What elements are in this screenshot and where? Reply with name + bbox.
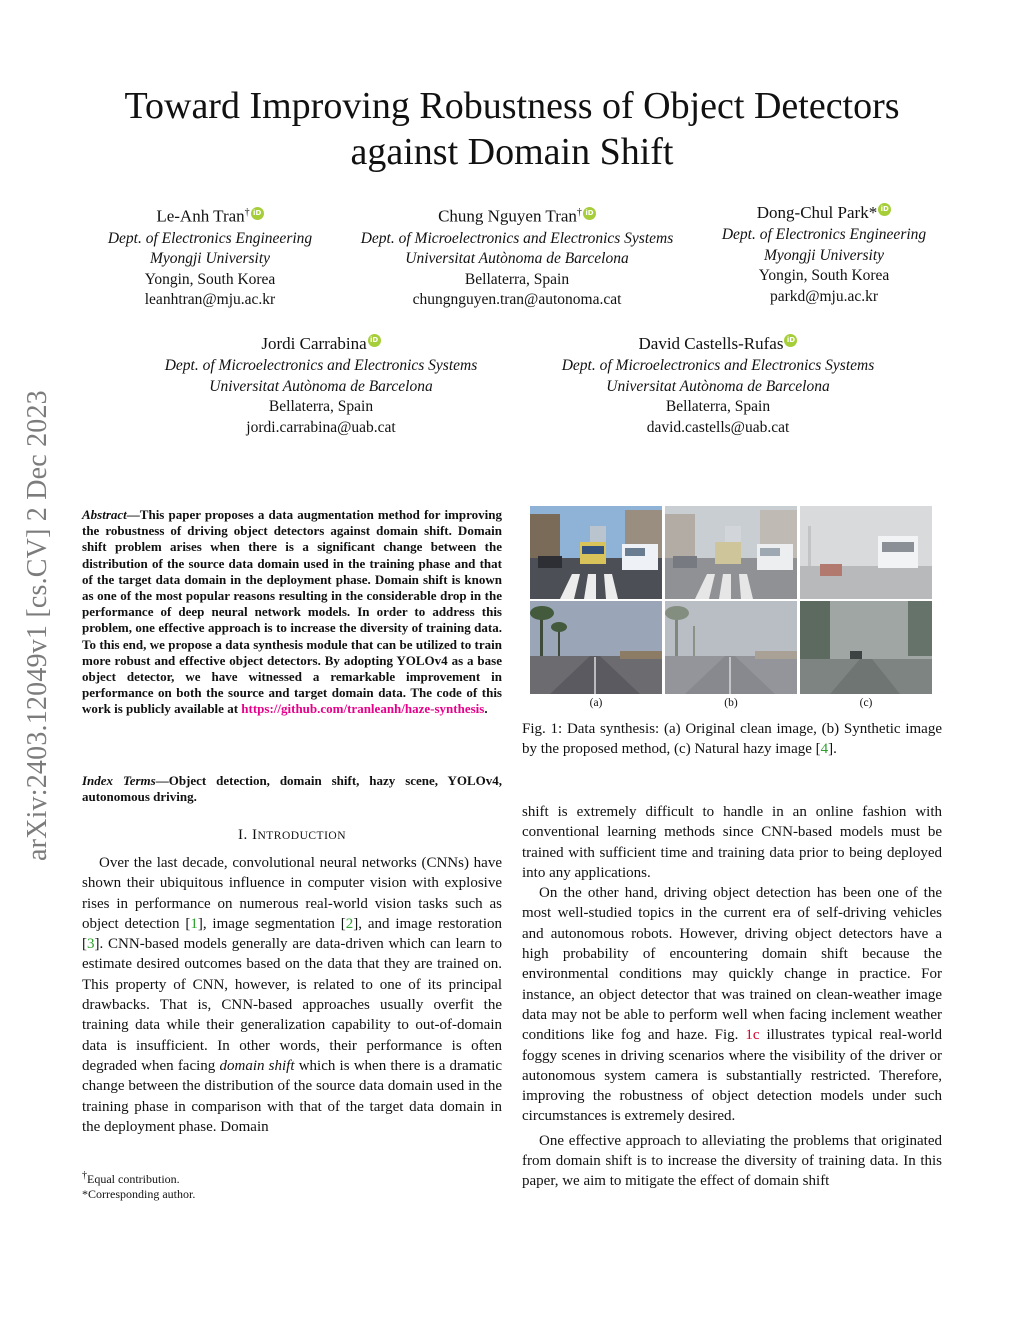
figure-sublabel-c: (c) bbox=[859, 697, 873, 709]
author-block-3 bbox=[704, 201, 944, 307]
photo-natural-fog-bus bbox=[800, 506, 932, 599]
citation-link[interactable]: 1 bbox=[190, 915, 198, 932]
author-email: chungnguyen.tran@autonoma.cat bbox=[412, 291, 622, 309]
author-location: Yongin, South Korea bbox=[144, 270, 276, 288]
intro-paragraph bbox=[82, 853, 502, 1137]
citation-link[interactable]: 3 bbox=[87, 936, 95, 953]
section-title-rest: NTRODUCTION bbox=[257, 830, 347, 842]
author-location: Yongin, South Korea bbox=[758, 267, 890, 284]
author-name: David Castells-Rufas bbox=[638, 334, 784, 353]
citation-link[interactable]: 4 bbox=[820, 741, 829, 757]
citation-link[interactable]: 2 bbox=[345, 915, 354, 932]
title-line-1: Toward Improving Robustness of Object Detectors bbox=[124, 85, 900, 127]
photo-synthetic-haze-street bbox=[665, 506, 797, 599]
photo-clean-road bbox=[530, 601, 662, 694]
section-number: I. bbox=[237, 827, 248, 843]
author-univ: Myongji University bbox=[149, 250, 271, 268]
right-text: illustrates typical real-world foggy scenes in driving scenarios where the visibility of the driver or autonomous system camera is substantially restricted. Therefore, improving the robustness of object detection models under such circumstances is extremely desired. bbox=[522, 1027, 942, 1125]
photo-natural-fog-road bbox=[800, 601, 932, 694]
abstract bbox=[82, 507, 502, 718]
right-paragraph-3: One effective approach to alleviating the problems that originated from domain shift is to increase the diversity of training data. In this paper, we aim to mitigate the effect of domain shift bbox=[522, 1132, 942, 1190]
abstract-text: —This paper proposes a data augmentation method for improving the robustness of driving object detectors against domain shift. Domain shift problem arises when there is a significant change between the distribution of the source data domain used in the training phase and that of the target data domain in the deployment phase. Domain shift is known as one of the most popular reasons resulting in the considerable drop in the performance of deep neural network models. In order to address this problem, one effective approach is to increase the diversity of training data. To this end, we propose a data synthesis module that can be utilized to train more robust and effective object detectors. By adopting YOLOv4 as a base object detector, we have witnessed a remarkable improvement in performance on both the source and target domain data. The code of this work is publicly available at bbox=[82, 507, 502, 717]
index-terms-text: —Object detection, domain shift, hazy scene, YOLOv4, autonomous driving. bbox=[82, 773, 502, 805]
intro-left-column bbox=[82, 853, 502, 1137]
author-block-2 bbox=[336, 201, 698, 311]
author-email: parkd@mju.ac.kr bbox=[769, 287, 879, 305]
footnotes bbox=[82, 1168, 502, 1202]
index-terms bbox=[82, 773, 502, 805]
abstract-end: . bbox=[484, 701, 488, 717]
author-block-1 bbox=[90, 201, 330, 311]
emphasis-domain-shift: domain shift bbox=[219, 1057, 295, 1074]
author-email: david.castells@uab.cat bbox=[646, 418, 790, 436]
intro-text: ], image segmentation [ bbox=[197, 915, 346, 932]
corresponding-mark: * bbox=[868, 203, 878, 222]
figure-reference-link[interactable]: 1c bbox=[745, 1027, 760, 1044]
author-location: Bellaterra, Spain bbox=[464, 270, 570, 288]
intro-right-column bbox=[522, 802, 942, 1192]
photo-synthetic-haze-road bbox=[665, 601, 797, 694]
index-terms-lead: Index Terms bbox=[82, 773, 156, 788]
section-first-letter: I bbox=[251, 827, 258, 843]
paper-title bbox=[60, 83, 964, 175]
author-block-5 bbox=[537, 332, 899, 438]
footnote-dagger: † bbox=[82, 1170, 87, 1181]
orcid-icon[interactable]: iD bbox=[784, 334, 797, 347]
author-dept: Dept. of Microelectronics and Electronics Systems bbox=[561, 357, 875, 374]
author-location: Bellaterra, Spain bbox=[665, 398, 771, 415]
code-link[interactable]: https://github.com/tranleanh/haze-synthesis bbox=[241, 701, 485, 717]
figure-1 bbox=[530, 506, 933, 696]
author-univ: Myongji University bbox=[763, 246, 885, 264]
right-paragraph-1: shift is extremely difficult to handle in an online fashion with conventional learning methods since CNN-based models must be trained with sufficient time and training data prior to being deployed into any applications. bbox=[522, 804, 942, 881]
footnote-corresponding: *Corresponding author. bbox=[82, 1187, 196, 1201]
author-univ: Universitat Autònoma de Barcelona bbox=[405, 250, 629, 268]
orcid-icon[interactable]: iD bbox=[251, 207, 264, 220]
author-block-4 bbox=[140, 332, 502, 438]
author-name: Le-Anh Tran bbox=[156, 206, 245, 226]
abstract-lead: Abstract bbox=[82, 507, 127, 522]
author-dept: Dept. of Electronics Engineering bbox=[721, 226, 927, 243]
author-email: jordi.carrabina@uab.cat bbox=[246, 418, 396, 436]
author-univ: Universitat Autònoma de Barcelona bbox=[606, 377, 830, 395]
equal-contribution-mark: † bbox=[576, 207, 582, 218]
author-name: Jordi Carrabina bbox=[261, 334, 367, 353]
intro-text: Over the last decade, convolutional neural networks (CNNs) have shown their ubiquitous influence in computer vision with explosive rises in performance on numerous real-world vision tasks such as object detection [ bbox=[82, 855, 502, 932]
author-dept: Dept. of Microelectronics and Electronics Systems bbox=[360, 229, 674, 247]
caption-text: Fig. 1: Data synthesis: (a) Original clean image, (b) Synthetic image by the proposed method, (c) Natural hazy image [ bbox=[522, 721, 942, 757]
orcid-icon[interactable]: iD bbox=[368, 334, 381, 347]
intro-text: ], and image restoration [ bbox=[82, 915, 502, 953]
footnote-equal: Equal contribution. bbox=[87, 1172, 180, 1186]
right-text: On the other hand, driving object detection has been one of the most well-studied topics in the current era of self-driving vehicles and autonomous robots. However, driving object detectors have a high probability of encountering domain shift because the environmental conditions may quickly change in practice. For instance, an object detector that was trained on clean-weather image data may not be able to perform well when facing inclement weather conditions like fog and haze. Fig. bbox=[522, 885, 942, 1044]
figure-sublabel-a: (a) bbox=[589, 697, 603, 709]
author-email: leanhtran@mju.ac.kr bbox=[144, 291, 276, 309]
figure-caption bbox=[522, 719, 942, 759]
photo-clean-street bbox=[530, 506, 662, 599]
author-name: Chung Nguyen Tran bbox=[438, 206, 577, 226]
figure-sublabel-b: (b) bbox=[724, 697, 738, 709]
intro-text: ]. CNN-based models generally are data-driven which can learn to estimate desired outcomes based on the data that they are trained on. This property of CNN, however, is related to one of its principal drawbacks. That is, CNN-based approaches usually overfit the training data while their generalization capability to out-of-domain data is insufficient. In other words, their performance is often degraded when facing bbox=[82, 936, 502, 1074]
equal-contribution-mark: † bbox=[244, 207, 250, 218]
orcid-icon[interactable]: iD bbox=[878, 203, 891, 216]
title-line-2: against Domain Shift bbox=[350, 131, 674, 173]
arxiv-stamp: arXiv:2403.12049v1 [cs.CV] 2 Dec 2023 bbox=[22, 390, 53, 861]
section-heading bbox=[82, 827, 502, 844]
author-location: Bellaterra, Spain bbox=[268, 398, 374, 415]
author-univ: Universitat Autònoma de Barcelona bbox=[209, 377, 433, 395]
author-dept: Dept. of Electronics Engineering bbox=[107, 229, 313, 247]
orcid-icon[interactable]: iD bbox=[583, 207, 596, 220]
intro-text: which is when there is a dramatic change between the distribution of the source data domain used in the training phase in comparison with that of the target data domain in the deployment phase. Domain bbox=[82, 1057, 503, 1135]
author-name: Dong-Chul Park bbox=[756, 203, 869, 222]
author-dept: Dept. of Microelectronics and Electronics Systems bbox=[164, 357, 478, 374]
right-paragraph-2 bbox=[522, 883, 942, 1127]
caption-text: ]. bbox=[828, 741, 837, 757]
